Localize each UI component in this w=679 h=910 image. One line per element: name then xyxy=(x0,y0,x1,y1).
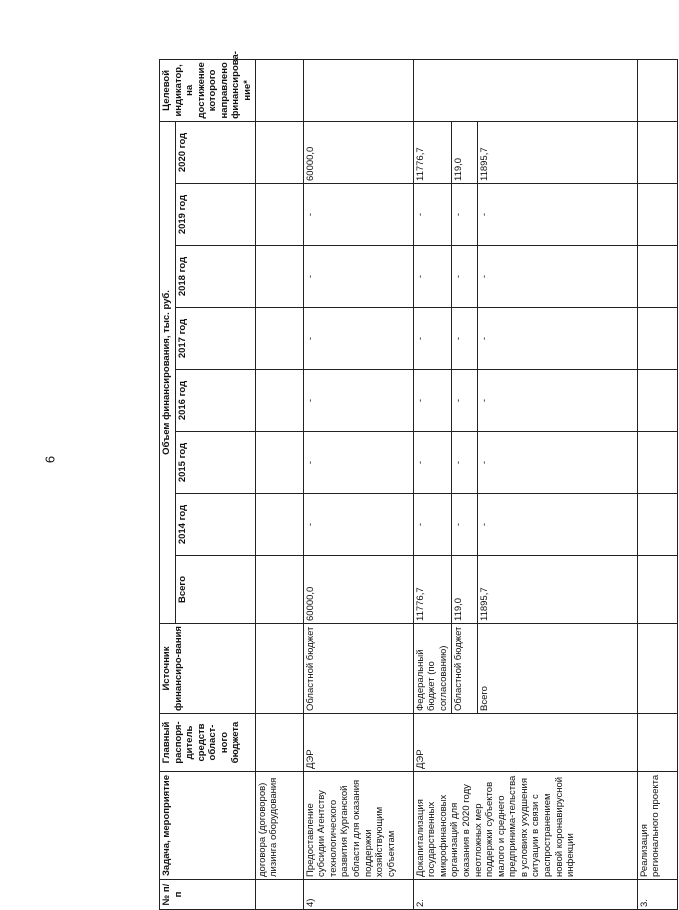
header-2015: 2015 год xyxy=(176,432,255,494)
table-row xyxy=(637,59,677,909)
cell-manager: ДЭР xyxy=(303,714,413,772)
header-2017: 2017 год xyxy=(176,308,255,370)
cell-2019 xyxy=(255,184,303,246)
cell-source: Областной бюджет xyxy=(451,624,477,714)
cell-2015: - xyxy=(451,432,477,494)
cell-2014: - xyxy=(413,494,451,556)
table-row xyxy=(303,59,413,909)
cell-source: Всего xyxy=(477,624,637,714)
table-row xyxy=(255,59,303,909)
header-num: № п/п xyxy=(160,880,256,910)
cell-total: 60000,0 xyxy=(303,556,413,624)
cell-2020: 11895,7 xyxy=(477,121,637,183)
cell-source: Областной бюджет xyxy=(303,624,413,714)
cell-2019: - xyxy=(303,184,413,246)
cell-indicator xyxy=(413,59,637,121)
cell-2016 xyxy=(637,370,677,432)
cell-2015: - xyxy=(303,432,413,494)
cell-source xyxy=(255,624,303,714)
header-indicator: Целевой индикатор, на достижение которого направлено финансирова-ние* xyxy=(160,59,256,121)
cell-2016 xyxy=(255,370,303,432)
cell-2017: - xyxy=(477,308,637,370)
header-task: Задача, мероприятие xyxy=(160,772,256,880)
header-manager: Главный распоря-дитель средств област-ного бюджета xyxy=(160,714,256,772)
header-2019: 2019 год xyxy=(176,184,255,246)
cell-2020: 119,0 xyxy=(451,121,477,183)
cell-num xyxy=(255,880,303,910)
cell-num: 3. xyxy=(637,880,677,910)
table-row xyxy=(413,59,451,909)
cell-2014: - xyxy=(451,494,477,556)
cell-2017 xyxy=(255,308,303,370)
cell-2014: - xyxy=(477,494,637,556)
header-2014: 2014 год xyxy=(176,494,255,556)
cell-task: Предоставление субсидии Агентству технологического развития Курганской области для оказания поддержки хозяйствующим субъектам xyxy=(303,772,413,880)
cell-2017: - xyxy=(303,308,413,370)
page-number: 6 xyxy=(42,455,58,464)
cell-2016: - xyxy=(477,370,637,432)
header-2020: 2020 год xyxy=(176,121,255,183)
cell-indicator xyxy=(303,59,413,121)
cell-2020 xyxy=(637,121,677,183)
cell-2018 xyxy=(255,246,303,308)
cell-task: договора (договоров) лизинга оборудования xyxy=(255,772,303,880)
cell-2019: - xyxy=(413,184,451,246)
cell-2016: - xyxy=(451,370,477,432)
cell-num: 4) xyxy=(303,880,413,910)
cell-2019: - xyxy=(451,184,477,246)
header-volume-group: Объем финансирования, тыс. руб. xyxy=(160,121,176,623)
cell-manager xyxy=(637,714,677,772)
cell-2017 xyxy=(637,308,677,370)
cell-2018: - xyxy=(451,246,477,308)
cell-indicator xyxy=(255,59,303,121)
cell-2020: 11776,7 xyxy=(413,121,451,183)
financing-table xyxy=(159,51,678,910)
header-total: Всего xyxy=(176,556,255,624)
cell-2014: - xyxy=(303,494,413,556)
cell-2016: - xyxy=(303,370,413,432)
rotated-table-wrapper xyxy=(159,51,679,910)
cell-manager xyxy=(255,714,303,772)
cell-2020: 60000,0 xyxy=(303,121,413,183)
cell-indicator xyxy=(637,59,677,121)
cell-task: Докапитализация государственных микрофинансовых организаций для оказания в 2020 году неотложных мер поддержки субъектов малого и среднего предпринима-тельства в условиях ухудшения ситуации в связи с распространением новой коронавирусной инфекции xyxy=(413,772,637,880)
cell-total: 11895,7 xyxy=(477,556,637,624)
cell-task: Реализация регионального проекта xyxy=(637,772,677,880)
cell-2018: - xyxy=(477,246,637,308)
cell-2015: - xyxy=(477,432,637,494)
cell-source: Федеральный бюджет (по согласованию) xyxy=(413,624,451,714)
cell-manager: ДЭР xyxy=(413,714,637,772)
cell-2019 xyxy=(637,184,677,246)
header-2018: 2018 год xyxy=(176,246,255,308)
cell-2015: - xyxy=(413,432,451,494)
cell-2015 xyxy=(637,432,677,494)
cell-total: 11776,7 xyxy=(413,556,451,624)
header-2016: 2016 год xyxy=(176,370,255,432)
cell-total xyxy=(637,556,677,624)
cell-source xyxy=(637,624,677,714)
cell-total: 119,0 xyxy=(451,556,477,624)
cell-2016: - xyxy=(413,370,451,432)
cell-2014 xyxy=(255,494,303,556)
cell-2018: - xyxy=(413,246,451,308)
cell-2018 xyxy=(637,246,677,308)
cell-2015 xyxy=(255,432,303,494)
cell-num: 2. xyxy=(413,880,637,910)
cell-2019: - xyxy=(477,184,637,246)
cell-2017: - xyxy=(451,308,477,370)
header-source: Источник финансиро-вания xyxy=(160,624,256,714)
cell-total xyxy=(255,556,303,624)
cell-2017: - xyxy=(413,308,451,370)
cell-2018: - xyxy=(303,246,413,308)
cell-2020 xyxy=(255,121,303,183)
cell-2014 xyxy=(637,494,677,556)
